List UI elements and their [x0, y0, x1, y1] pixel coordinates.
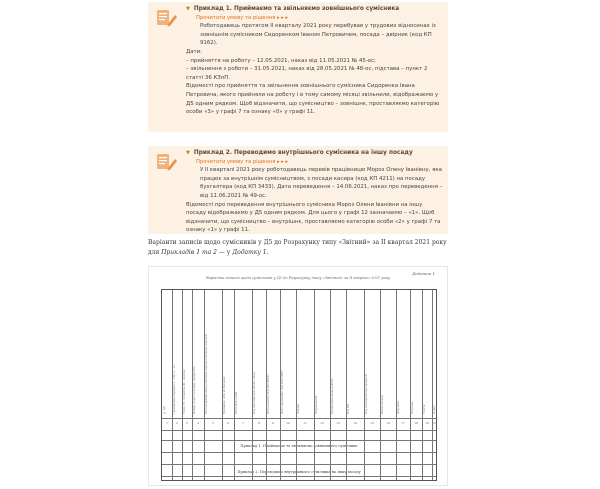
table-row-line [162, 464, 436, 465]
table-header-cell: Прізвище, ім'я, по батькові [223, 376, 226, 414]
table-column-number: 16 [386, 421, 390, 425]
table-column-number: 20 [433, 421, 437, 425]
paragraph: Відомості про прийняття та звільнення зовнішнього сумісника Сидоренка Івана Петровича, якого прийняли на роботу і в тому самому місяці звільнили, відображаємо у Д5 одним рядком. Щоб відзначити, що сумісництво – зовнішнє, проставляємо категорію особи «3» у графі 7 та ознаку «0» у графі 11. [186, 83, 440, 116]
table-column-number: 13 [336, 421, 340, 425]
paragraph: Відомості про переведення внутрішнього сумісника Мороз Олени Іванівни на іншу посаду відображаємо у Д5 одним рядком. Для цього у графі 12 зазначаємо – «1». Щоб відзначити, що сумісництво – внутрішнє, проставляємо категорію особи «2» у графі 7 та ознаку «1» у графі 11. [186, 201, 441, 234]
table-header-cell: Дата початку (ДД.ММ.РРРР) [267, 374, 270, 414]
example-1-box [148, 2, 448, 132]
example-2-title[interactable]: ▼ Приклад 2. Переводимо внутрішнього сумісника на іншу посаду [186, 150, 413, 156]
appendix-label: Додаток 1 [412, 271, 435, 276]
table-header-cell: Код класифікатора професій [365, 374, 368, 414]
table-header-cell: Громадянин України (1 – так, 0 – ні) [173, 364, 176, 414]
table-row-line [162, 418, 436, 419]
example-2-box [148, 146, 448, 234]
table-header-cell: Код підстави для обліку стажу [253, 371, 256, 414]
paragraph: Дати: [186, 48, 202, 55]
example-2-body [186, 166, 444, 235]
collapse-arrow-icon[interactable]: ▼ [186, 6, 190, 12]
table-column-number: 11 [303, 421, 307, 425]
d5-table [161, 289, 437, 481]
table-column-number: 5 [212, 421, 214, 425]
table-column-number: 12 [320, 421, 324, 425]
table-header-cell: № п/п [163, 405, 166, 414]
table-header-cell: Ознака [297, 404, 300, 414]
table-header-cell: Документ [397, 400, 400, 414]
paragraph: У ІІ кварталі 2021 року роботодавець перевів працівницю Мороз Олену Іванівну, яка працює за внутрішнім сумісництвом, з посади касира (код КП 4211) на посаду бухгалтера (код КП 3433). Дата переведення – 14.06.2021, наказ про переведення – від 11.06.2021 № 49-ос. [200, 167, 443, 199]
example-2-link[interactable]: Прочитати умову та рішення ▸ ▸ ▸ [196, 158, 289, 165]
appendix-document-image[interactable] [148, 266, 448, 486]
table-header-cell: Професійна назва роботи [331, 378, 334, 414]
table-column-number: 17 [401, 421, 405, 425]
document-title: Варіанти записів щодо сумісників у Д5 до Розрахунку типу «Звітний» за ІІ квартал 2021 року [205, 276, 391, 280]
table-header-cell: Реєстраційний номер облікової картки платника податків [205, 334, 208, 414]
table-column-number: 1 [166, 421, 168, 425]
example-1-title[interactable]: ▼ Приклад 1. Приймаємо та звільняємо зовнішнього сумісника [186, 6, 400, 12]
table-column-number: 18 [414, 421, 418, 425]
table-header-cell: Назва посади [381, 395, 384, 414]
example-1-link[interactable]: Прочитати умову та рішення ▸ ▸ ▸ [196, 14, 289, 21]
table-column-number: 15 [370, 421, 374, 425]
table-column-number: 6 [227, 421, 229, 425]
table-header-cell: Категорія особи [235, 391, 238, 414]
paragraph: – звільнення з роботи – 31.05.2021, наказ від 28.05.2021 № 48-ос, підстава – пункт 2 статті 36 КЗпП. [186, 66, 428, 81]
table-header-cell: Стаття [423, 404, 426, 414]
table-header-cell: Переведення [315, 395, 318, 414]
example-1-body [186, 22, 444, 117]
table-column-number: 3 [186, 421, 188, 425]
table-header-cell: Дата закінчення (ДД.ММ.РРРР) [281, 370, 284, 414]
table-column-number: 14 [353, 421, 357, 425]
table-header-cell: Номер (серія та номер) документа [193, 366, 196, 414]
table-row-line [162, 452, 436, 453]
table-column-number: 10 [286, 421, 290, 425]
appendix-caption: Варіанти записів щодо сумісників у Д5 до Розрахунку типу «Звітний» за ІІ квартал 2021 року для Прикладів 1 та 2 — у Додатку 1. [148, 239, 447, 256]
collapse-arrow-icon[interactable]: ▼ [186, 150, 190, 156]
table-row-line [162, 430, 436, 431]
table-row-line [162, 476, 436, 477]
document-edit-icon [154, 150, 178, 174]
table-header-cell: Підстава [411, 401, 414, 414]
table-column-number: 19 [425, 421, 429, 425]
section-label-2: Приклад 2. Переводимо внутрішнього сумісника на іншу посаду [237, 470, 361, 474]
table-column-number: 4 [197, 421, 199, 425]
document-edit-icon [154, 6, 178, 30]
paragraph: – прийняття на роботу – 12.05.2021, наказ від 11.05.2021 № 45-ос; [186, 57, 376, 64]
table-column-number: 2 [176, 421, 178, 425]
table-header-cell: Код КП [347, 403, 350, 414]
table-row-line [162, 440, 436, 441]
table-header-cell: Пункт [433, 405, 436, 414]
table-column-number: 9 [272, 421, 274, 425]
section-label-1: Приклад 1. Приймаємо та звільняємо зовнішнього сумісника [240, 444, 358, 448]
table-column-number: 8 [258, 421, 260, 425]
paragraph: Роботодавець протягом ІІ кварталу 2021 року перебував у трудових відносинах із зовнішнім сумісником Сидоренком Іваном Петровичем, посада – двірник (код КП 9162). [200, 23, 436, 47]
table-column-number: 7 [242, 421, 244, 425]
table-header-cell: Стать (Ч – чоловіча, Ж – жіноча) [183, 369, 186, 414]
